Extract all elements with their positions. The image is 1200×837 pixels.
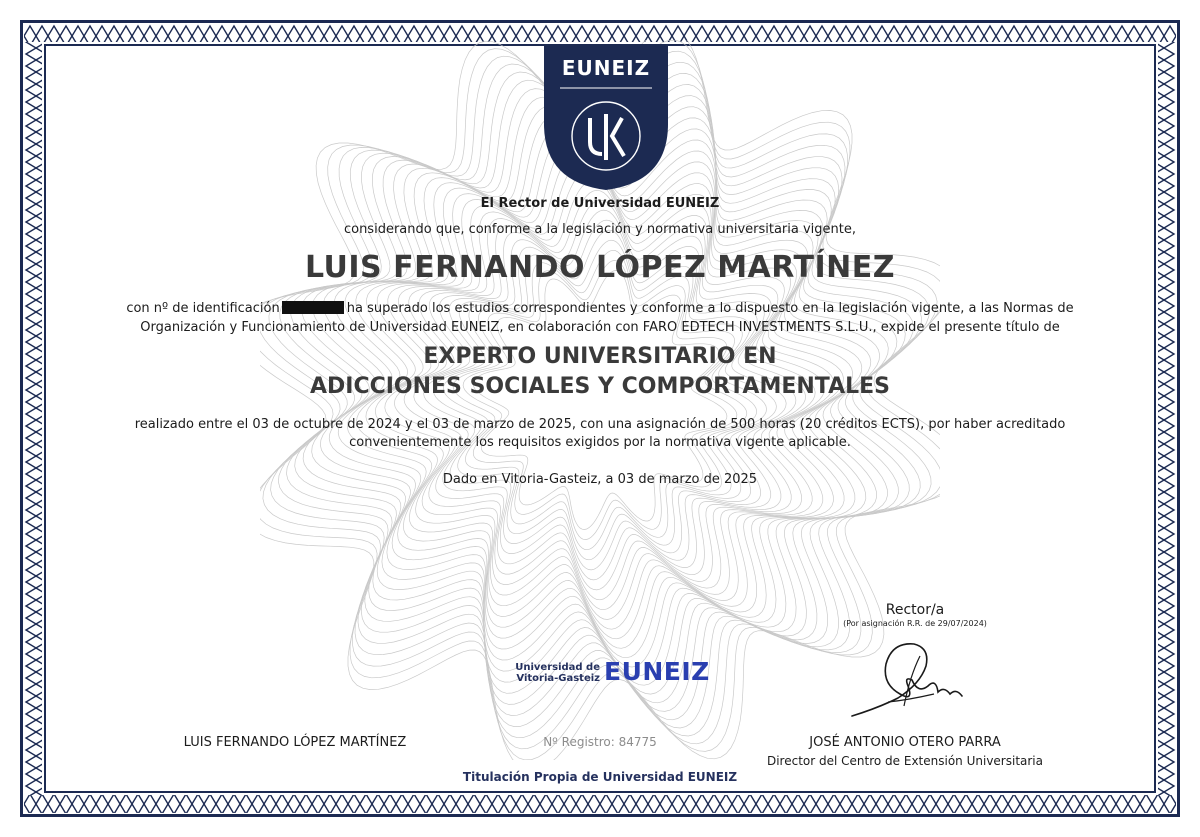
recipient-name: LUIS FERNANDO LÓPEZ MARTÍNEZ: [304, 250, 896, 285]
small-logo-university: [512, 662, 600, 684]
signer-name: JOSÉ ANTONIO OTERO PARRA: [809, 735, 1001, 750]
title-type-footer: Titulación Propia de Universidad EUNEIZ: [462, 770, 738, 784]
small-logo-line2: Vitoria-Gasteiz: [516, 673, 600, 684]
redacted-id: [282, 301, 344, 314]
small-logo-wordmark: EUNEIZ: [604, 657, 710, 686]
identification-paragraph: [120, 299, 1080, 337]
rector-heading: El Rector de Universidad EUNEIZ: [480, 196, 720, 211]
rector-assignment-note: (Por asignación R.R. de 29/07/2024): [843, 619, 987, 628]
course-details-paragraph: realizado entre el 03 de octubre de 2024 y el 03 de marzo de 2025, con una asignación de 500 horas (20 créditos ECTS), por haber acreditado convenientemente los requisitos exigidos por la normativa vigente aplicable.: [134, 417, 1066, 450]
holder-name: LUIS FERNANDO LÓPEZ MARTÍNEZ: [183, 735, 407, 750]
small-logo-line1: Universidad de: [515, 662, 600, 673]
registration-number: Nº Registro: 84775: [543, 735, 657, 749]
para1-after-id: ha superado los estudios correspondientes y conforme a lo dispuesto en la legislación vigente, a las Normas de Organización y Funcionamiento de Universidad EUNEIZ, en colaboración con FARO EDTECH INVESTMENTS S.L.U., expide el presente título de: [140, 301, 1074, 335]
para1-before-id: con nº de identificación: [126, 301, 280, 316]
rosette-ring: [347, 142, 852, 657]
rosette-ring: [375, 171, 824, 629]
rosette-ring: [453, 250, 747, 549]
issue-place-date: Dado en Vitoria-Gasteiz, a 03 de marzo de 2025: [442, 472, 758, 487]
rosette-ring: [385, 181, 815, 620]
degree-title-line2: ADICCIONES SOCIALES Y COMPORTAMENTALES: [309, 374, 891, 399]
logo-wordmark: EUNEIZ: [561, 56, 651, 80]
considerando-text: considerando que, conforme a la legislación y normativa universitaria vigente,: [343, 222, 857, 237]
signer-role: Director del Centro de Extensión Universitaria: [766, 754, 1043, 768]
degree-title-line1: EXPERTO UNIVERSITARIO EN: [423, 344, 777, 369]
handwritten-signature: [848, 636, 968, 722]
rector-label: Rector/a: [885, 602, 945, 618]
